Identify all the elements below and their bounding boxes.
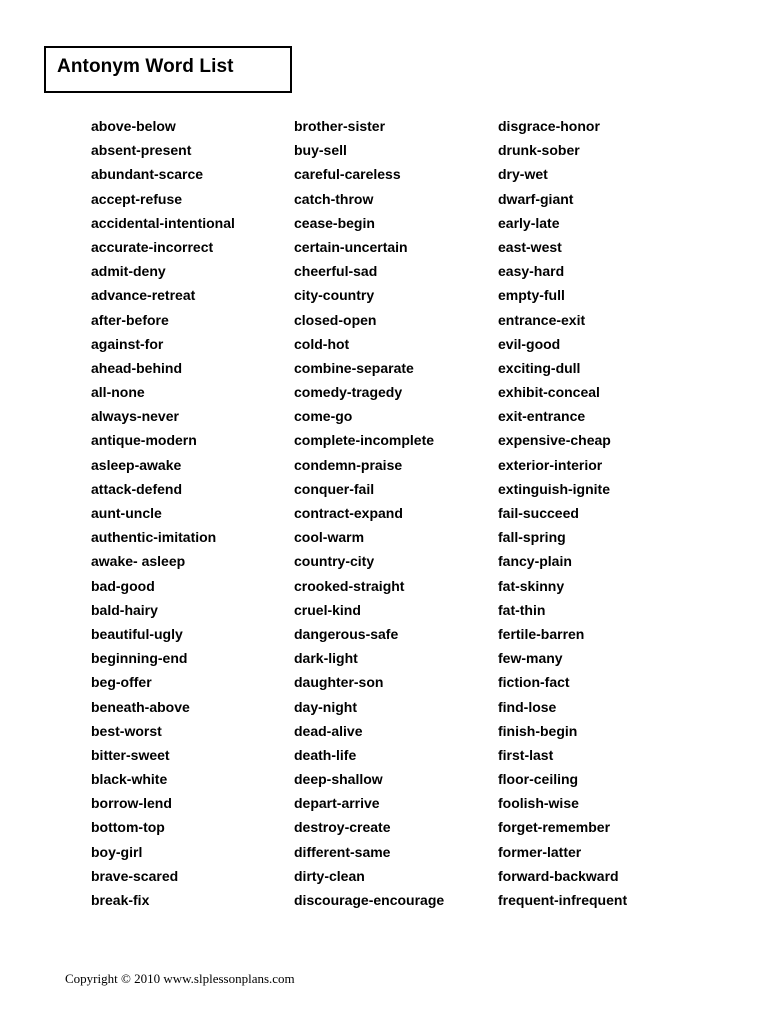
word-column-3 <box>498 116 627 914</box>
antonym-pair: against-for <box>91 335 164 352</box>
antonym-pair: beg-offer <box>91 674 152 691</box>
antonym-pair: cheerful-sad <box>294 263 378 280</box>
antonym-pair: awake- asleep <box>91 553 186 570</box>
antonym-pair: exciting-dull <box>498 359 581 376</box>
word-column-2 <box>294 116 444 914</box>
antonym-pair: accurate-incorrect <box>91 238 214 255</box>
antonym-pair: antique-modern <box>91 432 197 449</box>
antonym-pair: ahead-behind <box>91 359 183 376</box>
antonym-pair: certain-uncertain <box>294 238 408 255</box>
antonym-pair: bald-hairy <box>91 601 158 618</box>
antonym-pair: discourage-encourage <box>294 892 445 908</box>
antonym-pair: advance-retreat <box>91 287 196 304</box>
antonym-pair: bad-good <box>91 577 155 594</box>
antonym-pair: complete-incomplete <box>294 432 435 449</box>
antonym-pair: daughter-son <box>294 674 384 691</box>
antonym-pair: exhibit-conceal <box>498 384 600 401</box>
antonym-pair: after-before <box>91 311 169 328</box>
antonym-pair: accidental-intentional <box>91 214 235 231</box>
antonym-pair: contract-expand <box>294 505 403 521</box>
antonym-pair: foolish-wise <box>498 795 579 812</box>
antonym-pair: accept-refuse <box>91 190 183 207</box>
antonym-pair: fat-thin <box>498 601 546 618</box>
antonym-pair: buy-sell <box>294 142 347 159</box>
antonym-pair: black-white <box>91 771 168 788</box>
antonym-pair: dark-light <box>294 650 358 667</box>
antonym-pair: best-worst <box>91 722 162 739</box>
antonym-pair: cease-begin <box>294 214 375 231</box>
antonym-pair: former-latter <box>498 843 582 860</box>
antonym-pair: catch-throw <box>294 190 374 207</box>
antonym-pair: come-go <box>294 408 353 425</box>
antonym-pair: cruel-kind <box>294 601 361 618</box>
antonym-pair: cool-warm <box>294 529 365 546</box>
antonym-pair: fall-spring <box>498 529 566 546</box>
antonym-pair: dwarf-giant <box>498 190 574 207</box>
antonym-pair: forget-remember <box>498 819 611 836</box>
antonym-pair: dry-wet <box>498 166 548 183</box>
antonym-pair: depart-arrive <box>294 795 380 812</box>
antonym-pair: expensive-cheap <box>498 432 611 449</box>
antonym-pair: east-west <box>498 238 562 255</box>
antonym-pair: cold-hot <box>294 335 350 352</box>
antonym-pair: exit-entrance <box>498 408 586 425</box>
antonym-pair: find-lose <box>498 698 557 715</box>
antonym-pair: asleep-awake <box>91 456 182 473</box>
antonym-pair: bottom-top <box>91 819 165 836</box>
copyright-notice: Copyright © 2010 www.slplessonplans.com <box>65 971 295 986</box>
antonym-pair: early-late <box>498 214 560 231</box>
antonym-pair: fancy-plain <box>498 553 572 570</box>
antonym-pair: empty-full <box>498 287 565 304</box>
word-column-1 <box>91 116 235 914</box>
antonym-pair: comedy-tragedy <box>294 384 403 401</box>
antonym-pair: destroy-create <box>294 819 391 836</box>
antonym-pair: borrow-lend <box>91 795 172 812</box>
antonym-pair: break-fix <box>91 892 150 908</box>
antonym-pair: attack-defend <box>91 480 183 497</box>
antonym-pair: fail-succeed <box>498 505 579 521</box>
antonym-pair: crooked-straight <box>294 577 405 594</box>
antonym-pair: beginning-end <box>91 650 188 667</box>
antonym-pair: different-same <box>294 843 391 860</box>
antonym-pair: first-last <box>498 746 554 763</box>
antonym-pair: extinguish-ignite <box>498 480 610 497</box>
antonym-pair: above-below <box>91 118 176 134</box>
antonym-pair: disgrace-honor <box>498 118 600 134</box>
antonym-pair: combine-separate <box>294 359 414 376</box>
antonym-pair: frequent-infrequent <box>498 892 628 908</box>
antonym-pair: beautiful-ugly <box>91 625 183 642</box>
antonym-pair: city-country <box>294 287 375 304</box>
antonym-pair: few-many <box>498 650 563 667</box>
antonym-pair: fiction-fact <box>498 674 570 691</box>
antonym-pair: fat-skinny <box>498 577 565 594</box>
antonym-pair: authentic-imitation <box>91 529 217 546</box>
antonym-pair: closed-open <box>294 311 377 328</box>
antonym-pair: deep-shallow <box>294 771 383 788</box>
antonym-pair: condemn-praise <box>294 456 403 473</box>
antonym-pair: aunt-uncle <box>91 505 162 521</box>
title-box <box>44 46 292 93</box>
antonym-pair: evil-good <box>498 335 561 352</box>
antonym-pair: brother-sister <box>294 118 386 134</box>
antonym-pair: dangerous-safe <box>294 625 399 642</box>
antonym-pair: easy-hard <box>498 263 565 280</box>
antonym-pair: floor-ceiling <box>498 771 579 788</box>
antonym-pair: day-night <box>294 698 357 715</box>
antonym-pair: abundant-scarce <box>91 166 204 183</box>
antonym-pair: conquer-fail <box>294 480 375 497</box>
antonym-pair: all-none <box>91 384 145 401</box>
antonym-pair: forward-backward <box>498 867 619 884</box>
page-title: Antonym Word List <box>57 56 234 77</box>
antonym-pair: country-city <box>294 553 375 570</box>
antonym-pair: finish-begin <box>498 722 578 739</box>
antonym-pair: boy-girl <box>91 843 143 860</box>
antonym-pair: absent-present <box>91 142 192 159</box>
antonym-pair: careful-careless <box>294 166 401 183</box>
antonym-pair: drunk-sober <box>498 142 580 159</box>
antonym-pair: admit-deny <box>91 263 166 280</box>
antonym-pair: dirty-clean <box>294 867 365 884</box>
antonym-pair: beneath-above <box>91 698 190 715</box>
antonym-pair: fertile-barren <box>498 625 585 642</box>
antonym-pair: exterior-interior <box>498 456 603 473</box>
antonym-pair: always-never <box>91 408 179 425</box>
antonym-pair: death-life <box>294 746 357 763</box>
antonym-pair: bitter-sweet <box>91 746 170 763</box>
antonym-pair: entrance-exit <box>498 311 586 328</box>
antonym-pair: dead-alive <box>294 722 363 739</box>
antonym-pair: brave-scared <box>91 867 179 884</box>
